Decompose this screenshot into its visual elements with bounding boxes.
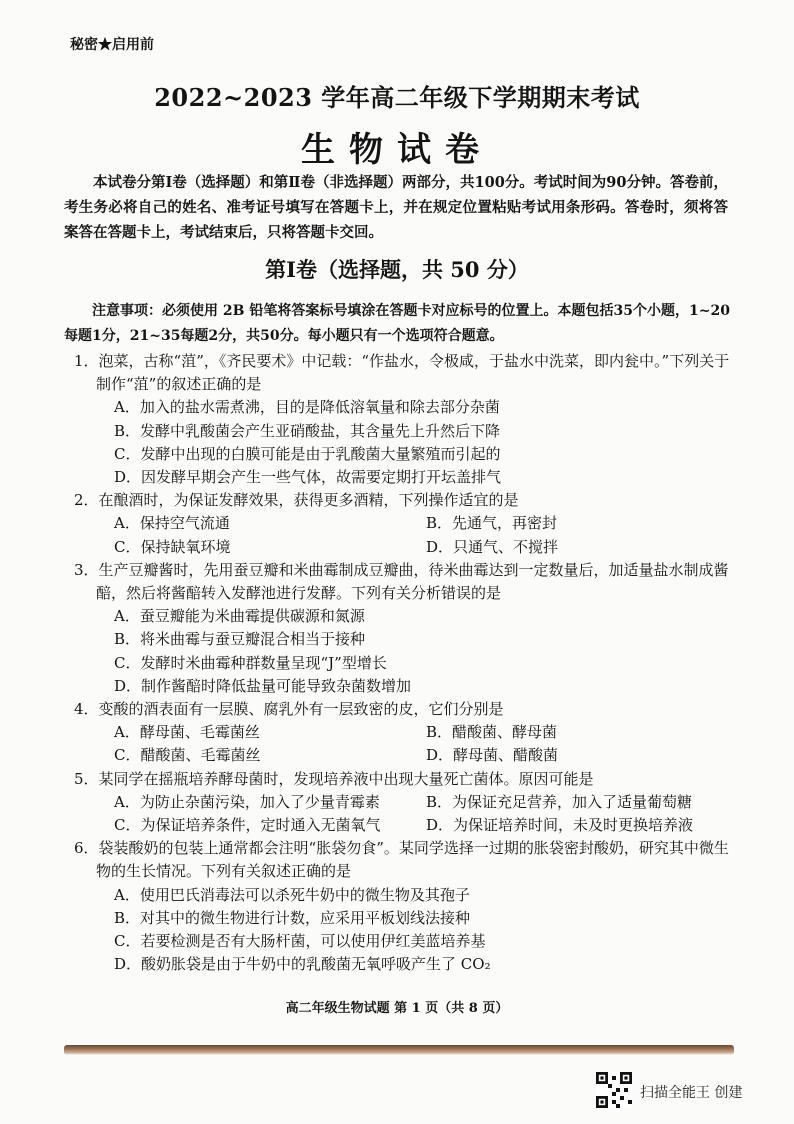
option-grid xyxy=(74,512,734,558)
section-title: 第Ⅰ卷（选择题，共 50 分） xyxy=(265,257,529,282)
exam-instructions: 本试卷分第Ⅰ卷（选择题）和第Ⅱ卷（非选择题）两部分，共100分。考试时间为90分钟。答卷前，考生务必将自己的姓名、准考证号填写在答题卡上，并在规定位置粘贴考试用条形码。答卷时，须将答案答在答题卡上，考试结束后，只将答题卡交回。 xyxy=(64,174,728,241)
option-a: A．加入的盐水需煮沸，目的是降低溶氧量和除去部分杂菌 xyxy=(114,398,500,417)
option-b: B．发酵中乳酸菌会产生亚硝酸盐，其含量先上升然后下降 xyxy=(114,421,501,440)
option-c: C．发酵中出现的白膜可能是由于乳酸菌大量繁殖而引起的 xyxy=(114,444,501,463)
question-stem: 4．变酸的酒表面有一层膜、腐乳外有一层致密的皮，它们分别是 xyxy=(74,700,504,719)
option-d: D．酵母菌、醋酸菌 xyxy=(426,746,559,765)
question-stem: 5．某同学在摇瓶培养酵母菌时，发现培养液中出现大量死亡菌体。原因可能是 xyxy=(74,769,594,788)
question-1 xyxy=(74,350,734,489)
option-b: B．先通气，再密封 xyxy=(426,514,558,533)
option-b: B．对其中的微生物进行计数，应采用平板划线法接种 xyxy=(114,908,471,927)
question-list xyxy=(74,350,734,976)
option-a: A．蚕豆瓣能为米曲霉提供碳源和氮源 xyxy=(114,607,365,626)
option-d: D．酸奶胀袋是由于牛奶中的乳酸菌无氧呼吸产生了 CO₂ xyxy=(114,955,491,974)
option-a: A．使用巴氏消毒法可以杀死牛奶中的微生物及其孢子 xyxy=(114,885,470,904)
scanner-watermark: 扫描全能王 创建 xyxy=(640,1085,743,1101)
subject-title: 生物试卷 xyxy=(301,130,493,170)
option-c: C．为保证培养条件，定时通入无菌氧气 xyxy=(114,816,381,835)
page-edge-shadow xyxy=(64,1045,734,1055)
option-a: A．为防止杂菌污染，加入了少量青霉素 xyxy=(114,792,380,811)
question-5 xyxy=(74,768,734,838)
option-grid xyxy=(74,791,734,837)
option-a: A．保持空气流通 xyxy=(114,514,230,533)
option-grid xyxy=(74,721,734,767)
option-d: D．为保证培养时间，未及时更换培养液 xyxy=(426,816,694,835)
notice-paragraph: 注意事项：必须使用 2B 铅笔将答案标号填涂在答题卡对应标号的位置上。本题包括35个小题，1~20每题1分，21~35每题2分，共50分。每小题只有一个选项符合题意。 xyxy=(64,303,730,344)
question-3 xyxy=(74,559,734,698)
option-c: C．发酵时米曲霉种群数量呈现“J”型增长 xyxy=(114,653,387,672)
option-c: C．醋酸菌、毛霉菌丝 xyxy=(114,746,261,765)
question-stem: 3．生产豆瓣酱时，先用蚕豆瓣和米曲霉制成豆瓣曲，待米曲霉达到一定数量后，加适量盐水制成酱醅，然后将酱醅转入发酵池进行发酵。下列有关分析错误的是 xyxy=(74,560,729,603)
question-2 xyxy=(74,489,734,559)
question-stem: 6．袋装酸奶的包装上通常都会注明“胀袋勿食”。某同学选择一过期的胀袋密封酸奶，研究其中微生物的生长情况。下列有关叙述正确的是 xyxy=(74,839,729,881)
option-d: D．制作酱醅时降低盐量可能导致杂菌数增加 xyxy=(114,676,412,695)
option-b: B．为保证充足营养，加入了适量葡萄糖 xyxy=(426,792,693,811)
option-b: B．醋酸菌、酵母菌 xyxy=(426,723,558,742)
question-stem: 1．泡菜，古称“菹”，《齐民要术》中记载：“作盐水，令极咸，于盐水中洗菜，即内瓮中。”下列关于制作“菹”的叙述正确的是 xyxy=(74,352,730,394)
confidential-label: 秘密★启用前 xyxy=(70,37,154,53)
exam-title: 2022~2023 学年高二年级下学期期末考试 xyxy=(154,83,640,112)
option-d: D．只通气、不搅拌 xyxy=(426,537,559,556)
option-c: C．保持缺氧环境 xyxy=(114,537,231,556)
question-stem: 2．在酿酒时，为保证发酵效果，获得更多酒精，下列操作适宜的是 xyxy=(74,491,519,510)
qr-code-icon xyxy=(596,1072,632,1108)
question-4 xyxy=(74,698,734,768)
option-d: D．因发酵早期会产生一些气体，故需要定期打开坛盖排气 xyxy=(114,468,502,487)
question-6 xyxy=(74,837,734,976)
option-c: C．若要检测是否有大肠杆菌，可以使用伊红美蓝培养基 xyxy=(114,932,486,951)
page-footer: 高二年级生物试题 第 1 页（共 8 页） xyxy=(285,1001,509,1016)
option-a: A．酵母菌、毛霉菌丝 xyxy=(114,723,260,742)
option-b: B．将米曲霉与蚕豆瓣混合相当于接种 xyxy=(114,630,366,649)
